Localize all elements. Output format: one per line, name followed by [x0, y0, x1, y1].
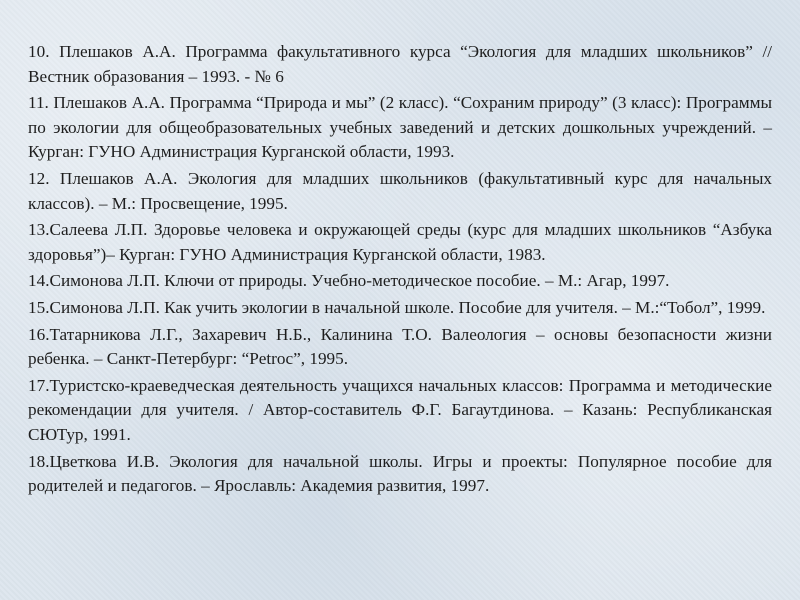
reference-item: 10. Плешаков А.А. Программа факультативного курса “Экология для младших школьников” // Вестник образования – 1993. - № 6	[28, 42, 772, 86]
reference-item: 12. Плешаков А.А. Экология для младших школьников (факультативный курс для начальных классов). – М.: Просвещение, 1995.	[28, 168, 772, 213]
reference-item: 14.Симонова Л.П. Ключи от природы. Учебно-методическое пособие. – М.: Агар, 1997.	[28, 271, 670, 291]
reference-list	[28, 40, 772, 501]
reference-item: 16.Татарникова Л.Г., Захаревич Н.Б., Калинина Т.О. Валеология – основы безопасности жизни ребенка. – Санкт-Петербург: “Petroc”, 1995.	[28, 324, 772, 369]
reference-item: 15.Симонова Л.П. Как учить экологии в начальной школе. Пособие для учителя. – М.:“Тобол”, 1999.	[28, 297, 766, 317]
reference-item: 11. Плешаков А.А. Программа “Природа и мы” (2 класс). “Сохраним природу” (3 класс): Программы по экологии для общеобразовательных учебных заведений и детских дошкольных учреждений. – Курган: ГУНО Администрация Курганской области, 1993.	[28, 93, 772, 162]
reference-item: 18.Цветкова И.В. Экология для начальной школы. Игры и проекты: Популярное пособие для родителей и педагогов. – Ярославль: Академия развития, 1997.	[28, 451, 772, 496]
reference-item: 17.Туристско-краеведческая деятельность учащихся начальных классов: Программа и методические рекомендации для учителя. / Автор-составитель Ф.Г. Багаутдинова. – Казань: Республиканская СЮТур, 1991.	[28, 375, 772, 444]
reference-item: 13.Салеева Л.П. Здоровье человека и окружающей среды (курс для младших школьников “Азбука здоровья”)– Курган: ГУНО Администрация Курганской области, 1983.	[28, 220, 772, 264]
